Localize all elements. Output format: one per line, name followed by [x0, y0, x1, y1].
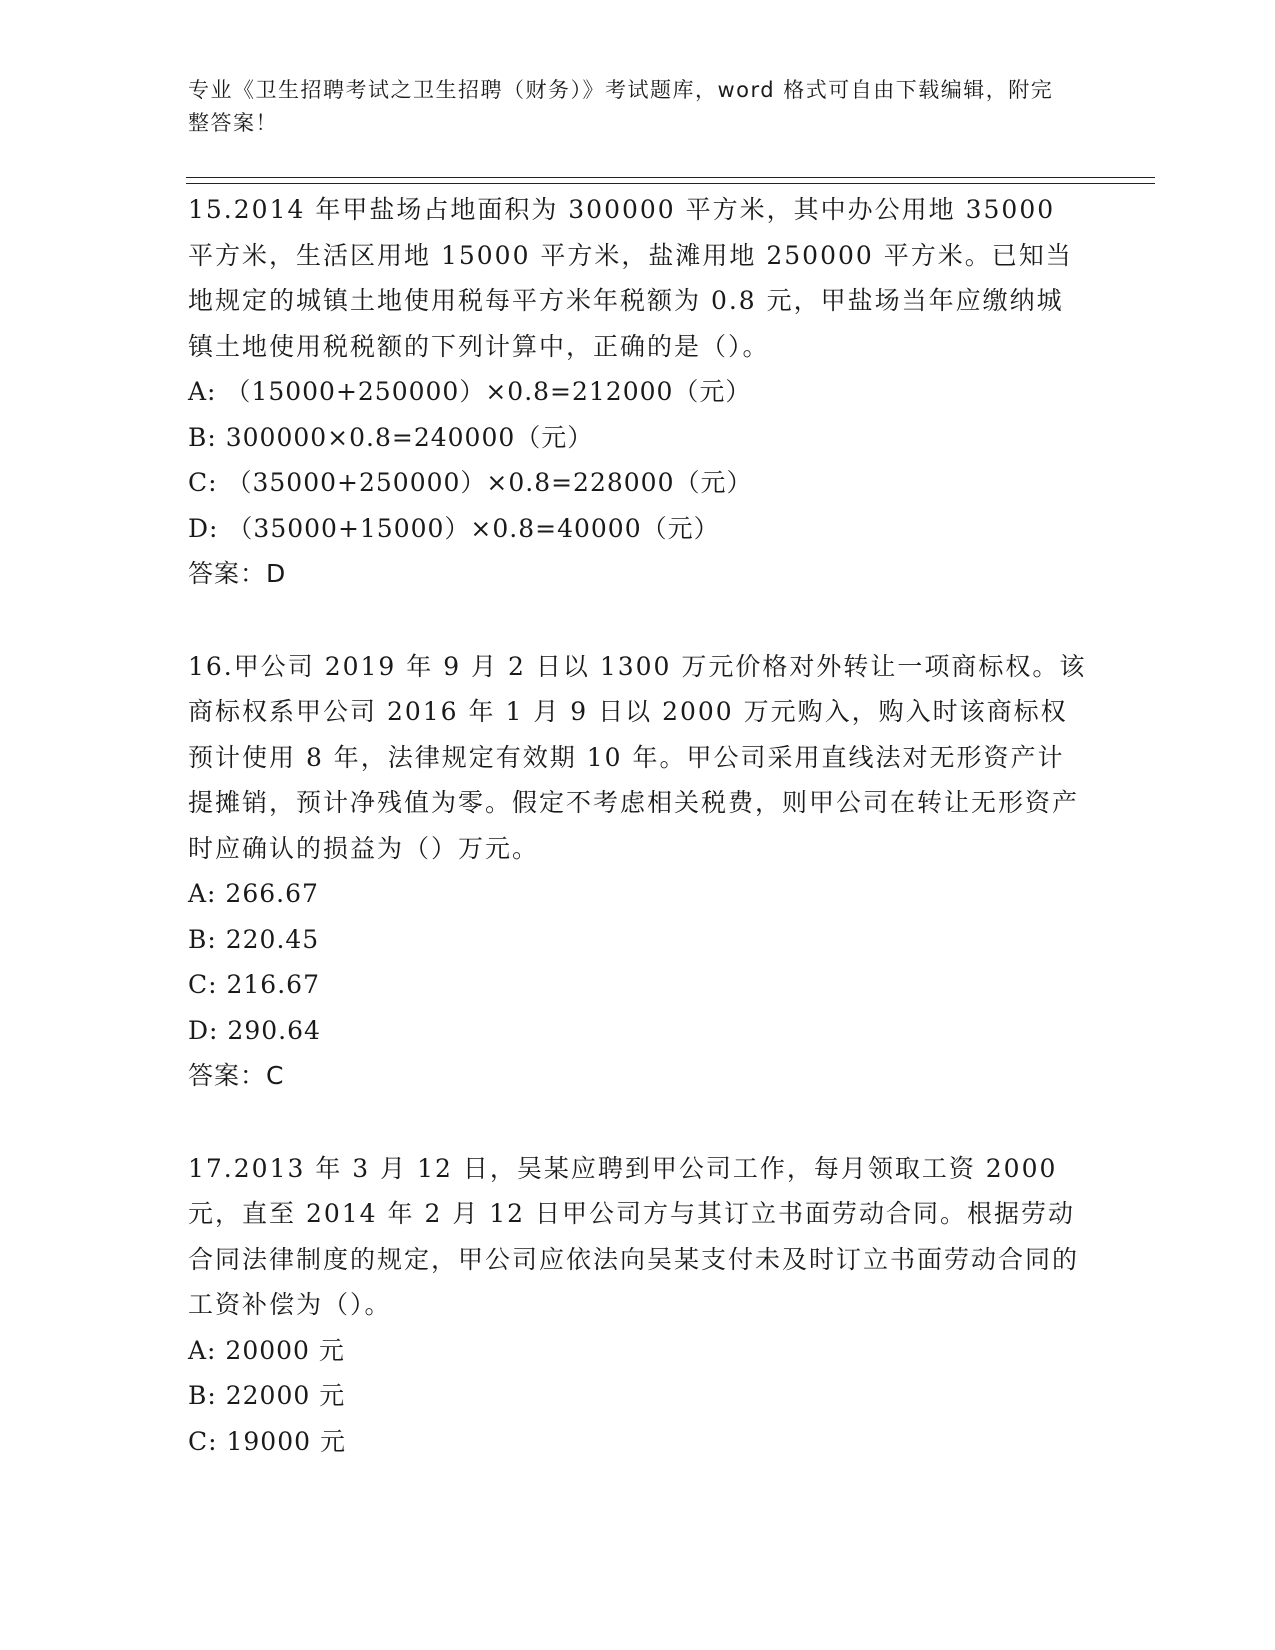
question-stem: 16.甲公司 2019 年 9 月 2 日以 1300 万元价格对外转让一项商标权。该商标权系甲公司 2016 年 1 月 9 日以 2000 万元购入，购入时该商标权预计使用 8 年，法律规定有效期 10 年。甲公司采用直线法对无形资产计提摊销，预计净残值为零。假定不考虑相关税费，则甲公司在转让无形资产时应确认的损益为（）万元。 [188, 651, 1087, 863]
option-d: D: （35000+15000）×0.8=40000（元） [188, 513, 720, 543]
option-c: C: 216.67 [188, 970, 320, 999]
option-a: A: 266.67 [188, 879, 319, 908]
option-d: D: 290.64 [188, 1015, 321, 1045]
option-b: B: 300000×0.8=240000（元） [188, 422, 594, 452]
question-list [188, 187, 1088, 1511]
option-c: C: 19000 元 [188, 1426, 346, 1456]
document-header: 专业《卫生招聘考试之卫生招聘（财务）》考试题库，word 格式可自由下载编辑，附完整答案！ [188, 78, 1054, 135]
answer-line: 答案：D [188, 559, 287, 588]
question-17 [188, 1146, 1088, 1465]
option-c: C: （35000+250000）×0.8=228000（元） [188, 468, 753, 497]
option-b: B: 220.45 [188, 924, 320, 954]
answer-line: 答案：C [188, 1061, 285, 1090]
header-divider-bottom [186, 183, 1155, 184]
option-b: B: 22000 元 [188, 1381, 346, 1410]
option-a: A: （15000+250000）×0.8=212000（元） [188, 377, 752, 406]
question-stem: 15.2014 年甲盐场占地面积为 300000 平方米，其中办公用地 35000 平方米，生活区用地 15000 平方米，盐滩用地 250000 平方米。已知当地规定的城镇土地使用税每平方米年税额为 0.8 元，甲盐场当年应缴纳城镇土地使用税税额的下列计算中，正确的是（）。 [188, 195, 1073, 361]
question-15 [188, 187, 1088, 597]
question-16 [188, 644, 1088, 1099]
question-stem: 17.2013 年 3 月 12 日，吴某应聘到甲公司工作，每月领取工资 2000 元，直至 2014 年 2 月 12 日甲公司方与其订立书面劳动合同。根据劳动合同法律制度的规定，甲公司应依法向吴某支付未及时订立书面劳动合同的工资补偿为（）。 [188, 1153, 1080, 1319]
header-divider-top [186, 177, 1155, 178]
option-a: A: 20000 元 [188, 1335, 345, 1365]
